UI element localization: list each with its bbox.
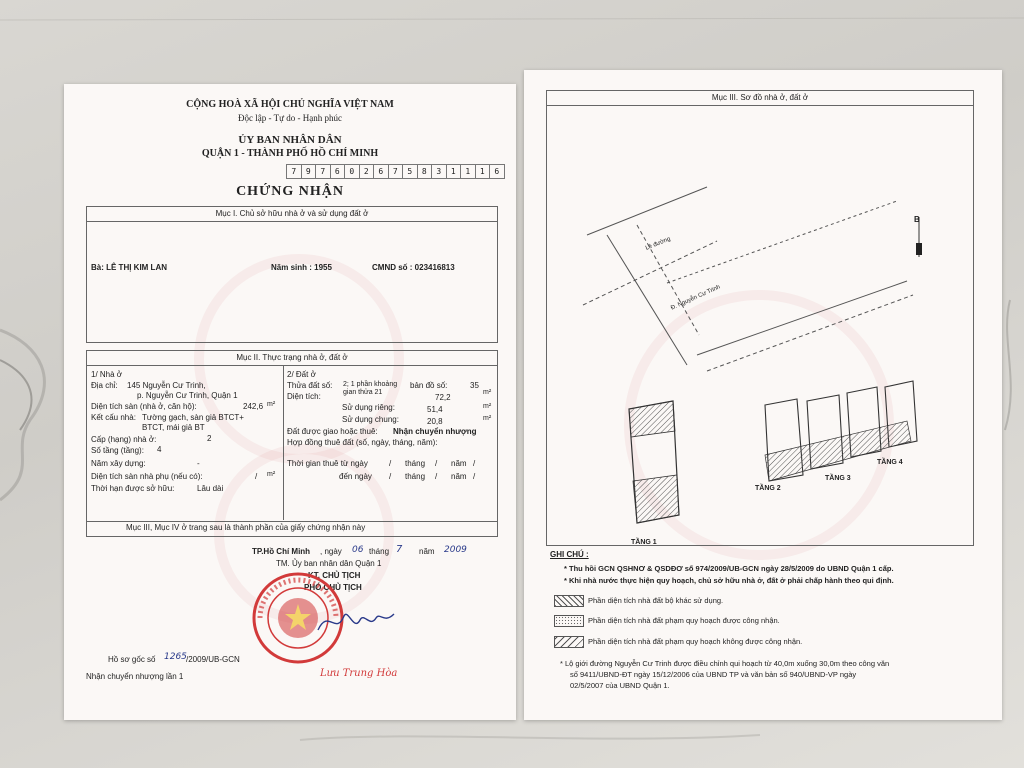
serial-digit: 2	[360, 164, 375, 179]
lease-to-label: đến ngày	[339, 472, 372, 481]
serial-digit: 1	[461, 164, 476, 179]
storeys-value: 4	[157, 445, 162, 454]
legend-swatch-other-use	[554, 595, 584, 607]
private-use-label: Sử dụng riêng:	[342, 403, 395, 412]
road-label-1: Lê đường	[644, 236, 672, 252]
republic-title: CỘNG HOÀ XÃ HỘI CHỦ NGHĨA VIỆT NAM	[186, 99, 394, 110]
section-diagram-title: Mục III. Sơ đồ nhà ở, đất ở	[547, 91, 973, 106]
floor-area-unit: m²	[267, 401, 276, 408]
land-section-title: 2/ Đất ở	[287, 370, 316, 379]
section-diagram	[546, 90, 974, 546]
floor-area-label: Diện tích sàn (nhà ở, căn hộ):	[91, 402, 197, 411]
issue-year: 2009	[444, 545, 467, 555]
transfer-note: Nhận chuyển nhượng lần 1	[86, 672, 184, 681]
serial-digit: 6	[331, 164, 346, 179]
note-road-width-3: 02/5/2007 của UBND Quận 1.	[570, 681, 670, 690]
address-label: Địa chỉ:	[91, 381, 118, 390]
ownership-term-value: Lâu dài	[197, 484, 224, 493]
lease-from-month: /	[435, 459, 438, 468]
lease-contract-label: Hợp đồng thuê đất (số, ngày, tháng, năm):	[287, 438, 438, 447]
signer-name: Lưu Trung Hòa	[320, 668, 398, 679]
issue-place: TP.Hồ Chí Minh	[252, 547, 311, 556]
serial-number	[286, 164, 505, 179]
serial-digit: 6	[374, 164, 389, 179]
address-line-2: p. Nguyễn Cư Trinh, Quận 1	[137, 391, 238, 400]
ownership-term-label: Thời hạn được sở hữu:	[91, 484, 175, 493]
certificate-right-page	[524, 70, 1002, 720]
shared-use-label: Sử dụng chung:	[342, 415, 399, 424]
storeys-label: Số tầng (tầng):	[91, 446, 144, 455]
legend-swatch-recognized	[554, 615, 584, 627]
certificate-note: Mục III, Mục IV ở trang sau là thành phần của giấy chứng nhận này	[126, 523, 366, 532]
legend-other-use: Phần diện tích nhà đất bộ khác sử dụng.	[588, 596, 724, 605]
land-area-label: Diện tích:	[287, 392, 321, 401]
floor-2-label: TẦNG 2	[755, 485, 781, 492]
map-number: 35	[470, 381, 479, 390]
serial-digit: 3	[432, 164, 447, 179]
section-owner-title: Mục I. Chủ sở hữu nhà ở và sử dụng đất ở	[87, 207, 497, 222]
address-line-1: 145 Nguyễn Cư Trinh,	[127, 381, 206, 390]
grade-label: Cấp (hạng) nhà ở:	[91, 435, 157, 444]
serial-digit: 0	[345, 164, 360, 179]
certificate-left-page	[64, 84, 516, 720]
shared-use-unit: m²	[483, 415, 492, 422]
section-property	[86, 350, 498, 522]
aux-area-value: /	[255, 472, 258, 481]
signer-org: TM. Ủy ban nhân dân Quận 1	[276, 559, 382, 568]
serial-digit: 1	[447, 164, 462, 179]
serial-digit: 7	[389, 164, 404, 179]
lease-from-label: Thời gian thuê từ ngày	[287, 459, 368, 468]
note-road-width-2: số 9411/UBND-ĐT ngày 15/12/2006 của UBND TP và văn bản số 940/UBND-VP ngày	[570, 670, 857, 679]
district-title: QUẬN 1 - THÀNH PHỐ HỒ CHÍ MINH	[201, 148, 379, 159]
file-number: 1265	[164, 652, 187, 662]
legend-recognized: Phần diện tích nhà đất phạm quy hoạch được công nhận.	[588, 616, 780, 625]
section-property-title: Mục II. Thực trạng nhà ở, đất ở	[87, 351, 497, 366]
file-label: Hồ sơ gốc số	[108, 655, 156, 664]
private-use-value: 51,4	[427, 405, 443, 414]
owner-birth-year: Năm sinh : 1955	[271, 263, 332, 272]
signer-title: PHÓ CHỦ TỊCH	[304, 583, 362, 592]
lease-from-month-label: tháng	[405, 459, 426, 468]
legend-not-recognized: Phần diện tích nhà đất phạm quy hoạch không được công nhận.	[588, 637, 803, 646]
map-label: bản đồ số:	[410, 381, 448, 390]
floor-1-label: TẦNG 1	[631, 539, 657, 546]
lease-from-year: /	[473, 459, 476, 468]
build-year-value: -	[197, 459, 200, 468]
road-label-2: Đ. Nguyễn Cư Trinh	[670, 284, 722, 312]
document-title: CHỨNG NHẬN	[236, 184, 344, 199]
serial-digit: 7	[286, 164, 302, 179]
serial-digit: 5	[403, 164, 418, 179]
grade-value: 2	[207, 434, 212, 443]
plot-value: 2; 1 phần khoảng	[343, 381, 398, 388]
legend-swatch-not-recognized	[554, 636, 584, 648]
lease-to-year: /	[473, 472, 476, 481]
serial-digit: 8	[418, 164, 433, 179]
lease-to-month: /	[435, 472, 438, 481]
floor-area-value: 242,6	[243, 402, 264, 411]
floor-3-label: TẦNG 3	[825, 475, 851, 482]
land-grant-value: Nhận chuyển nhượng	[393, 427, 477, 436]
shared-use-value: 20,8	[427, 417, 443, 426]
signature-scribble	[314, 602, 404, 642]
private-use-unit: m²	[483, 403, 492, 410]
notes-title: GHI CHÚ :	[550, 550, 589, 559]
section-owner	[86, 206, 498, 343]
issue-year-label: năm	[419, 547, 435, 556]
note-road-width-1: * Lộ giới đường Nguyễn Cư Trinh được điều chỉnh qui hoạch từ 40,0m xuống 30,0m theo công văn	[560, 659, 890, 668]
build-year-label: Năm xây dựng:	[91, 459, 146, 468]
issue-month-label: tháng	[369, 547, 390, 556]
signer-kt: KT. CHỦ TỊCH	[308, 571, 361, 580]
lease-from-year-label: năm	[451, 459, 467, 468]
serial-digit: 7	[316, 164, 331, 179]
issue-month: 7	[396, 544, 403, 555]
aux-area-unit: m²	[267, 471, 276, 478]
lease-to-month-label: tháng	[405, 472, 426, 481]
land-area-unit: m²	[483, 389, 492, 396]
site-plan-drawing	[547, 105, 973, 545]
lease-from-day: /	[389, 459, 392, 468]
structure-label: Kết cấu nhà:	[91, 413, 136, 422]
owner-id: CMND số : 023416813	[372, 263, 455, 272]
serial-digit: 9	[302, 164, 317, 179]
lease-to-year-label: năm	[451, 472, 467, 481]
land-area-value: 72,2	[435, 393, 451, 402]
land-grant-label: Đất được giao hoặc thuê:	[287, 427, 378, 436]
aux-area-label: Diện tích sàn nhà phụ (nếu có):	[91, 472, 203, 481]
owner-name: Bà: LÊ THỊ KIM LAN	[91, 263, 167, 272]
structure-line-1: Tường gạch, sàn giả BTCT+	[142, 413, 244, 422]
serial-digit: 6	[490, 164, 505, 179]
serial-digit: 1	[476, 164, 491, 179]
motto: Độc lập - Tự do - Hạnh phúc	[238, 113, 342, 123]
floor-4-label: TẦNG 4	[877, 459, 903, 466]
house-section-title: 1/ Nhà ở	[91, 370, 123, 379]
lease-to-day: /	[389, 472, 392, 481]
structure-line-2: BTCT, mái giả BT	[142, 423, 205, 432]
issue-date-prefix: , ngày	[320, 547, 342, 556]
committee-title: ỦY BAN NHÂN DÂN	[238, 134, 342, 146]
file-suffix: /2009/UB-GCN	[186, 655, 240, 664]
land-area-note: gian thửa 21	[343, 389, 383, 396]
note-planning: * Khi nhà nước thực hiện quy hoạch, chủ sở hữu nhà ở, đất ở phải chấp hành theo qui định.	[564, 576, 894, 585]
plot-label: Thửa đất số:	[287, 381, 333, 390]
note-revoke: * Thu hồi GCN QSHNƠ & QSDĐƠ số 974/2009/UB-GCN ngày 28/5/2009 do UBND Quận 1 cấp.	[564, 564, 894, 573]
north-indicator: B	[914, 215, 920, 224]
issue-day: 06	[352, 545, 364, 555]
